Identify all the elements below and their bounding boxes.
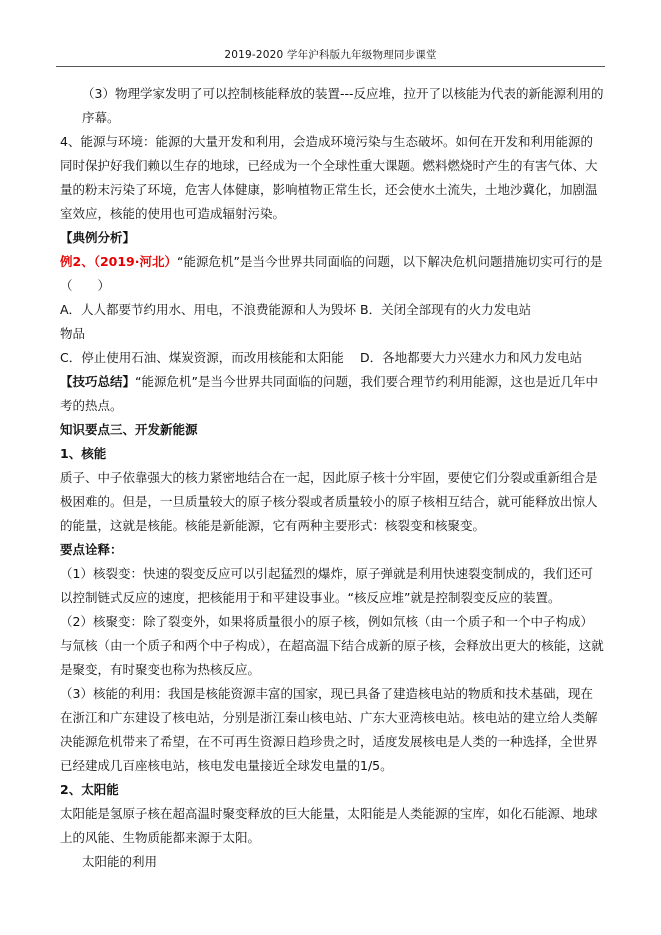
note-fission: （1）核裂变：快速的裂变反应可以引起猛烈的爆炸，原子弹就是利用快速裂变制成的，我们还可以控制链式反应的速度，把核能用于和平建设事业。“核反应堆”就是控制裂变反应的装置。 [60,566,593,605]
example-label: 例2、（2019·河北） [60,254,177,269]
tip-label: 【技巧总结】 [60,374,136,389]
option-a: A．人人都要节约用水、用电，不浪费能源和人为毁坏物品 [60,302,357,341]
nuclear-paragraph: 质子、中子依靠强大的核力紧密地结合在一起，因此原子核十分牢固，要使它们分裂或重新组合是极困难的。但是，一旦质量较大的原子核分裂或者质量较小的原子核相互结合，就可能释放出惊人的能量，这就是核能。核能是新能源，它有两种主要形式：核裂变和核聚变。 [60,470,598,533]
option-c: C．停止使用石油、煤炭资源，而改用核能和太阳能 [60,350,344,365]
options-row-2 [60,346,605,370]
solar-paragraph: 太阳能是氢原子核在超高温时聚变释放的巨大能量，太阳能是人类能源的宝库，如化石能源、地球上的风能、生物质能都来源于太阳。 [60,806,598,845]
header-title: 2019-2020 学年沪科版九年级物理同步课堂 [224,49,437,61]
example-question-text: “能源危机”是当今世界共同面临的问题，以下解决危机问题措施切实可行的是（ ） [60,254,603,293]
tip-text: “能源危机”是当今世界共同面临的问题，我们要合理节约利用能源，这也是近几年中考的热点。 [60,374,598,413]
nuclear-heading: 1、核能 [60,446,107,461]
section-title: 知识要点三、开发新能源 [60,422,198,437]
paragraph-energy-environment: 4、能源与环境：能源的大量开发和利用，会造成环境污染与生态破坏。如何在开发和利用能源的同时保护好我们赖以生存的地球，已经成为一个全球性重大课题。燃料燃烧时产生的有害气体、大量的粉末污染了环境，危害人体健康，影响植物正常生长，还会使水土流失，土地沙冀化，加剧温室效应，核能的使用也可造成辐射污染。 [60,134,598,221]
tip-summary [60,370,605,418]
solar-use-line: 太阳能的利用 [82,854,158,869]
solar-heading: 2、太阳能 [60,782,119,797]
option-d: D．各地都要大力兴建水力和风力发电站 [360,350,583,365]
note-utilization: （3）核能的利用：我国是核能资源丰富的国家，现已具备了建造核电站的物质和技术基础，现在在浙江和广东建设了核电站，分别是浙江秦山核电站、广东大亚湾核电站。核电站的建立给人类解决能源危机带来了希望，在不可再生资源日趋珍贵之时，适度发展核电是人类的一种选择，全世界已经建成几百座核电站，核电发电量接近全球发电量的1/5。 [60,686,598,773]
example-question [60,250,605,298]
notes-heading: 要点诠释： [60,542,123,557]
document-body [60,82,605,874]
options-row-1 [60,298,605,346]
example-heading: 【典例分析】 [60,230,136,245]
paragraph-reactor: （3）物理学家发明了可以控制核能释放的装置---反应堆，拉开了以核能为代表的新能源利用的序幕。 [82,86,604,125]
page-header [56,46,605,67]
note-fusion: （2）核聚变：除了裂变外，如果将质量很小的原子核，例如氘核（由一个质子和一个中子构成）与氚核（由一个质子和两个中子构成），在超高温下结合成新的原子核，会释放出更大的核能，这就是聚变，有时聚变也称为热核反应。 [60,614,604,677]
option-b: B．关闭全部现有的火力发电站 [360,302,532,317]
